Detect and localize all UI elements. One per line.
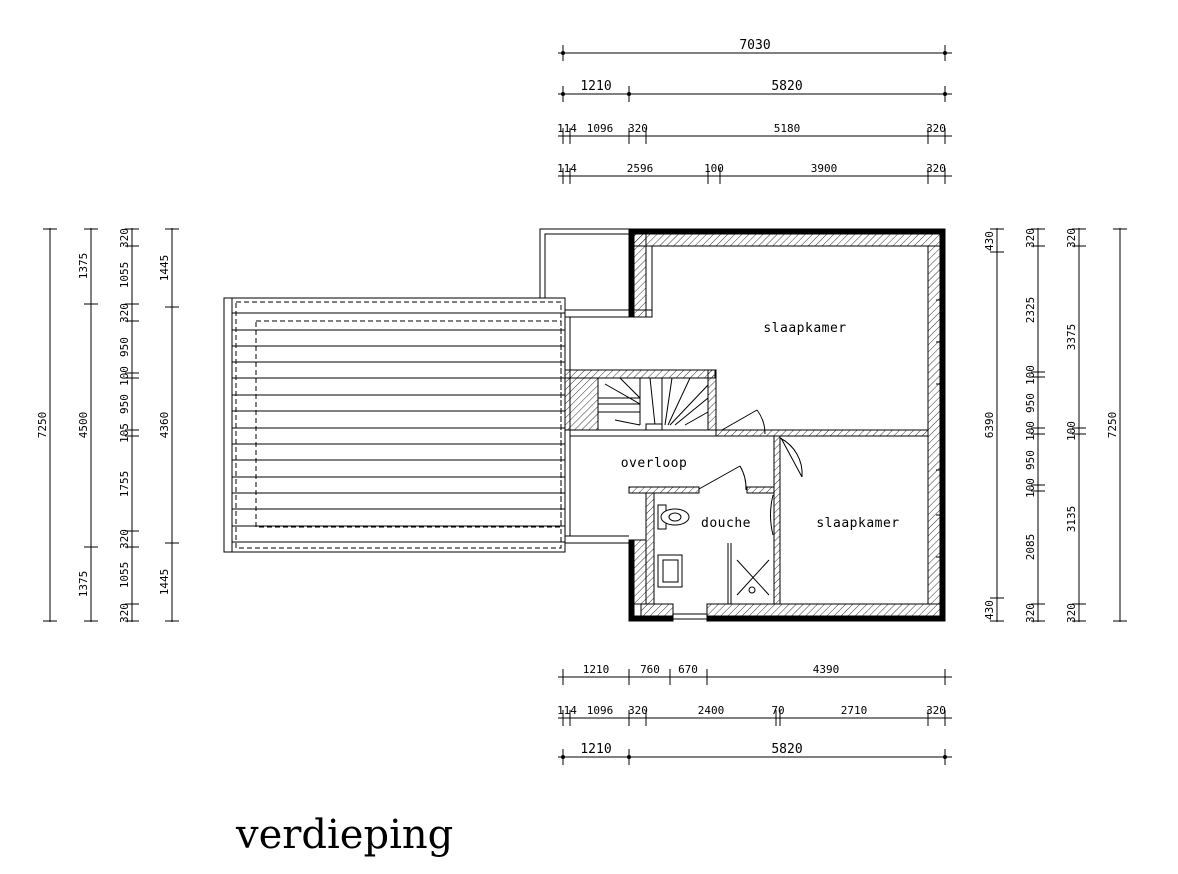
dim-label: 950	[118, 337, 131, 357]
dim-label: 3375	[1065, 323, 1078, 351]
dim-label: 320	[118, 603, 131, 623]
room-label-bedroom-top: slaapkamer	[763, 321, 847, 336]
dim-label: 100	[1065, 421, 1078, 441]
dim-label: 1055	[118, 561, 131, 589]
dim-label: 320	[1065, 603, 1078, 623]
roof-slats	[232, 313, 565, 542]
top-dimension-row-4	[557, 162, 952, 184]
dim-label: 950	[1024, 393, 1037, 413]
dim-label: 114	[557, 704, 577, 717]
dim-label: 1210	[580, 79, 612, 94]
dim-label: 2325	[1024, 296, 1037, 324]
left-dimension-col-1	[36, 228, 57, 622]
dim-label: 5820	[771, 79, 803, 94]
toilet-icon	[658, 505, 689, 529]
room-label-bedroom-bottom: slaapkamer	[816, 516, 900, 531]
dim-label: 1755	[118, 470, 131, 498]
dim-label: 1375	[77, 252, 90, 280]
dim-label: 1096	[586, 704, 614, 717]
dim-label: 1210	[580, 742, 612, 757]
room-label-bathroom: douche	[701, 516, 751, 531]
dim-label: 320	[118, 529, 131, 549]
bottom-dimension-row-2	[557, 704, 952, 726]
dim-label: 4500	[77, 411, 90, 439]
dim-label: 100	[704, 162, 724, 175]
dim-label: 4390	[812, 663, 840, 676]
dim-label: 320	[1065, 228, 1078, 248]
dim-label: 5820	[771, 742, 803, 757]
top-dimension-row-1	[558, 38, 952, 61]
dim-label: 3900	[810, 162, 838, 175]
dim-label: 320	[628, 704, 648, 717]
dim-label: 4360	[158, 411, 171, 439]
dim-label: 6390	[983, 411, 996, 439]
dim-label: 1445	[158, 568, 171, 596]
dim-label: 430	[983, 231, 996, 251]
sink-icon	[658, 555, 682, 587]
left-dimension-col-2	[77, 228, 98, 622]
dim-label: 1445	[158, 254, 171, 282]
dim-label: 320	[926, 704, 946, 717]
dim-label: 320	[926, 122, 946, 135]
bottom-dimension-row-3	[558, 742, 952, 765]
dim-label: 7030	[739, 38, 771, 53]
drawing-title: verdieping	[236, 812, 454, 858]
dim-label: 430	[983, 600, 996, 620]
dim-label: 320	[1024, 603, 1037, 623]
right-dimension-col-3	[1065, 228, 1086, 623]
door-bathroom	[699, 466, 746, 490]
left-dimension-col-3	[118, 228, 139, 623]
bottom-dimension-row-1	[558, 663, 952, 685]
dim-label: 100	[1024, 478, 1037, 498]
dim-label: 670	[678, 663, 698, 676]
right-dimension-col-4	[1106, 228, 1127, 622]
right-dimension-col-2	[1024, 228, 1045, 623]
dim-label: 1375	[77, 570, 90, 598]
interior-walls	[565, 310, 928, 604]
dim-label: 7250	[1106, 411, 1119, 439]
dim-label: 2596	[626, 162, 654, 175]
door-shower	[771, 495, 774, 535]
dim-label: 114	[557, 162, 577, 175]
right-dimension-col-1	[983, 228, 1004, 622]
dim-label: 114	[557, 122, 577, 135]
shower-icon	[737, 560, 769, 595]
dim-label: 100	[118, 366, 131, 386]
top-dimension-row-2	[558, 79, 952, 102]
dim-label: 2085	[1024, 533, 1037, 561]
door-bedroom-bottom	[780, 438, 802, 477]
left-dimension-col-4	[158, 228, 179, 622]
dim-label: 2710	[840, 704, 868, 717]
dim-label: 3135	[1065, 505, 1078, 533]
room-label-landing: overloop	[620, 456, 688, 471]
dim-label: 1096	[586, 122, 614, 135]
dim-label: 100	[1024, 365, 1037, 385]
dim-label: 70	[771, 704, 785, 717]
dim-label: 320	[1024, 228, 1037, 248]
dim-label: 950	[118, 394, 131, 414]
top-dimension-row-3	[557, 122, 952, 144]
dim-label: 1210	[582, 663, 610, 676]
dim-label: 320	[118, 303, 131, 323]
balcony	[540, 229, 629, 298]
dim-label: 320	[926, 162, 946, 175]
dim-label: 5180	[773, 122, 801, 135]
roof-section	[224, 298, 565, 552]
dim-label: 2400	[697, 704, 725, 717]
dim-label: 760	[640, 663, 660, 676]
dim-label: 1055	[118, 261, 131, 289]
dim-label: 320	[118, 228, 131, 248]
dim-label: 7250	[36, 411, 49, 439]
dim-label: 950	[1024, 450, 1037, 470]
dim-label: 320	[628, 122, 648, 135]
dim-label: 105	[118, 423, 131, 443]
dim-label: 100	[1024, 421, 1037, 441]
